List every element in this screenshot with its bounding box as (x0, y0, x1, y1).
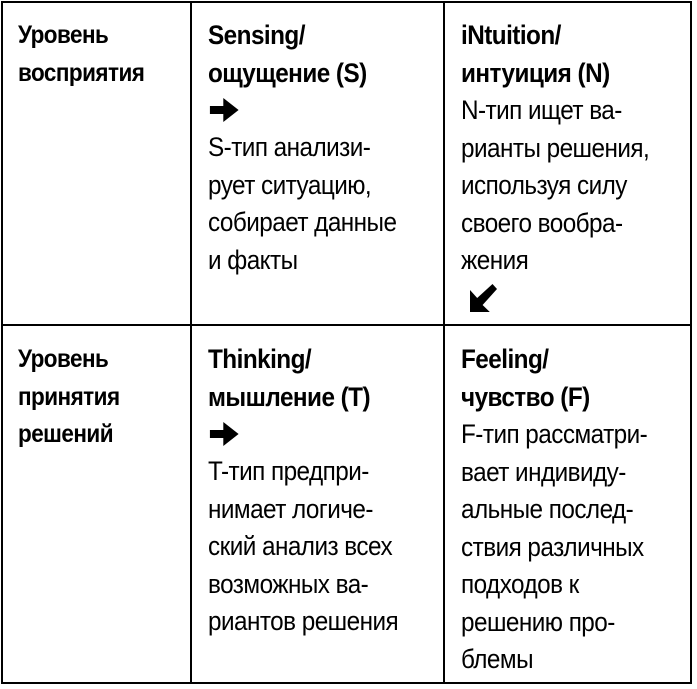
cell-body-line: нимает логиче- (208, 493, 373, 524)
row-label-line: решений (18, 420, 114, 448)
cell-heading: ощущение (S) (208, 57, 367, 88)
cell-body-line: S-тип анализи- (208, 132, 371, 162)
cell-feeling (461, 341, 647, 679)
cell-body-line: T-тип предпри- (208, 456, 369, 486)
row-label-line: принятия (18, 382, 120, 411)
cell-body-line: рует ситуацию, (208, 169, 372, 200)
cell-heading: iNtuition/ (461, 20, 561, 50)
cell-heading: Thinking/ (208, 344, 312, 374)
arrow-down-left-icon (461, 280, 649, 317)
cell-body-line: подходов к (461, 569, 579, 599)
cell-heading: чувство (F) (461, 381, 590, 412)
cell-body-line: жения (461, 245, 529, 275)
cell-body-line: ский анализ всех (208, 531, 393, 561)
cell-body-line: N-тип ищет ва- (461, 95, 622, 125)
arrow-right-icon (208, 416, 398, 453)
cell-body-line: собирает данные (208, 207, 397, 237)
cell-body-line: и факты (208, 244, 298, 275)
cell-body-line: возможных ва- (208, 568, 369, 599)
cell-sensing (208, 17, 396, 279)
arrow-right-icon (208, 92, 396, 129)
row-label-line: восприятия (18, 58, 145, 87)
row-label-perception (18, 17, 144, 92)
row-label-line: Уровень (18, 21, 109, 49)
cell-body-line: решению про- (461, 606, 615, 637)
column-divider (190, 3, 192, 682)
cell-body-line: вает индивиду- (461, 456, 626, 487)
cell-body-line: альные послед- (461, 494, 634, 524)
cell-body-line: используя силу (461, 170, 627, 200)
cell-body-line: своего вообра- (461, 207, 623, 238)
cell-thinking (208, 341, 398, 641)
row-label-decision (18, 341, 120, 454)
cell-body-line: рианты решения, (461, 132, 650, 163)
row-divider (3, 324, 690, 326)
cell-heading: интуиция (N) (461, 57, 610, 88)
cell-intuition (461, 17, 649, 317)
cell-body-line: блемы (461, 644, 533, 674)
cell-heading: мышление (T) (208, 381, 371, 412)
cell-body-line: риантов решения (208, 606, 399, 636)
cell-body-line: ствия различных (461, 531, 644, 562)
row-label-line: Уровень (18, 345, 109, 373)
cell-heading: Feeling/ (461, 344, 549, 374)
column-divider (443, 3, 445, 682)
cell-heading: Sensing/ (208, 20, 305, 50)
cell-body-line: F-тип рассматри- (461, 419, 648, 449)
mbti-table (1, 1, 692, 684)
